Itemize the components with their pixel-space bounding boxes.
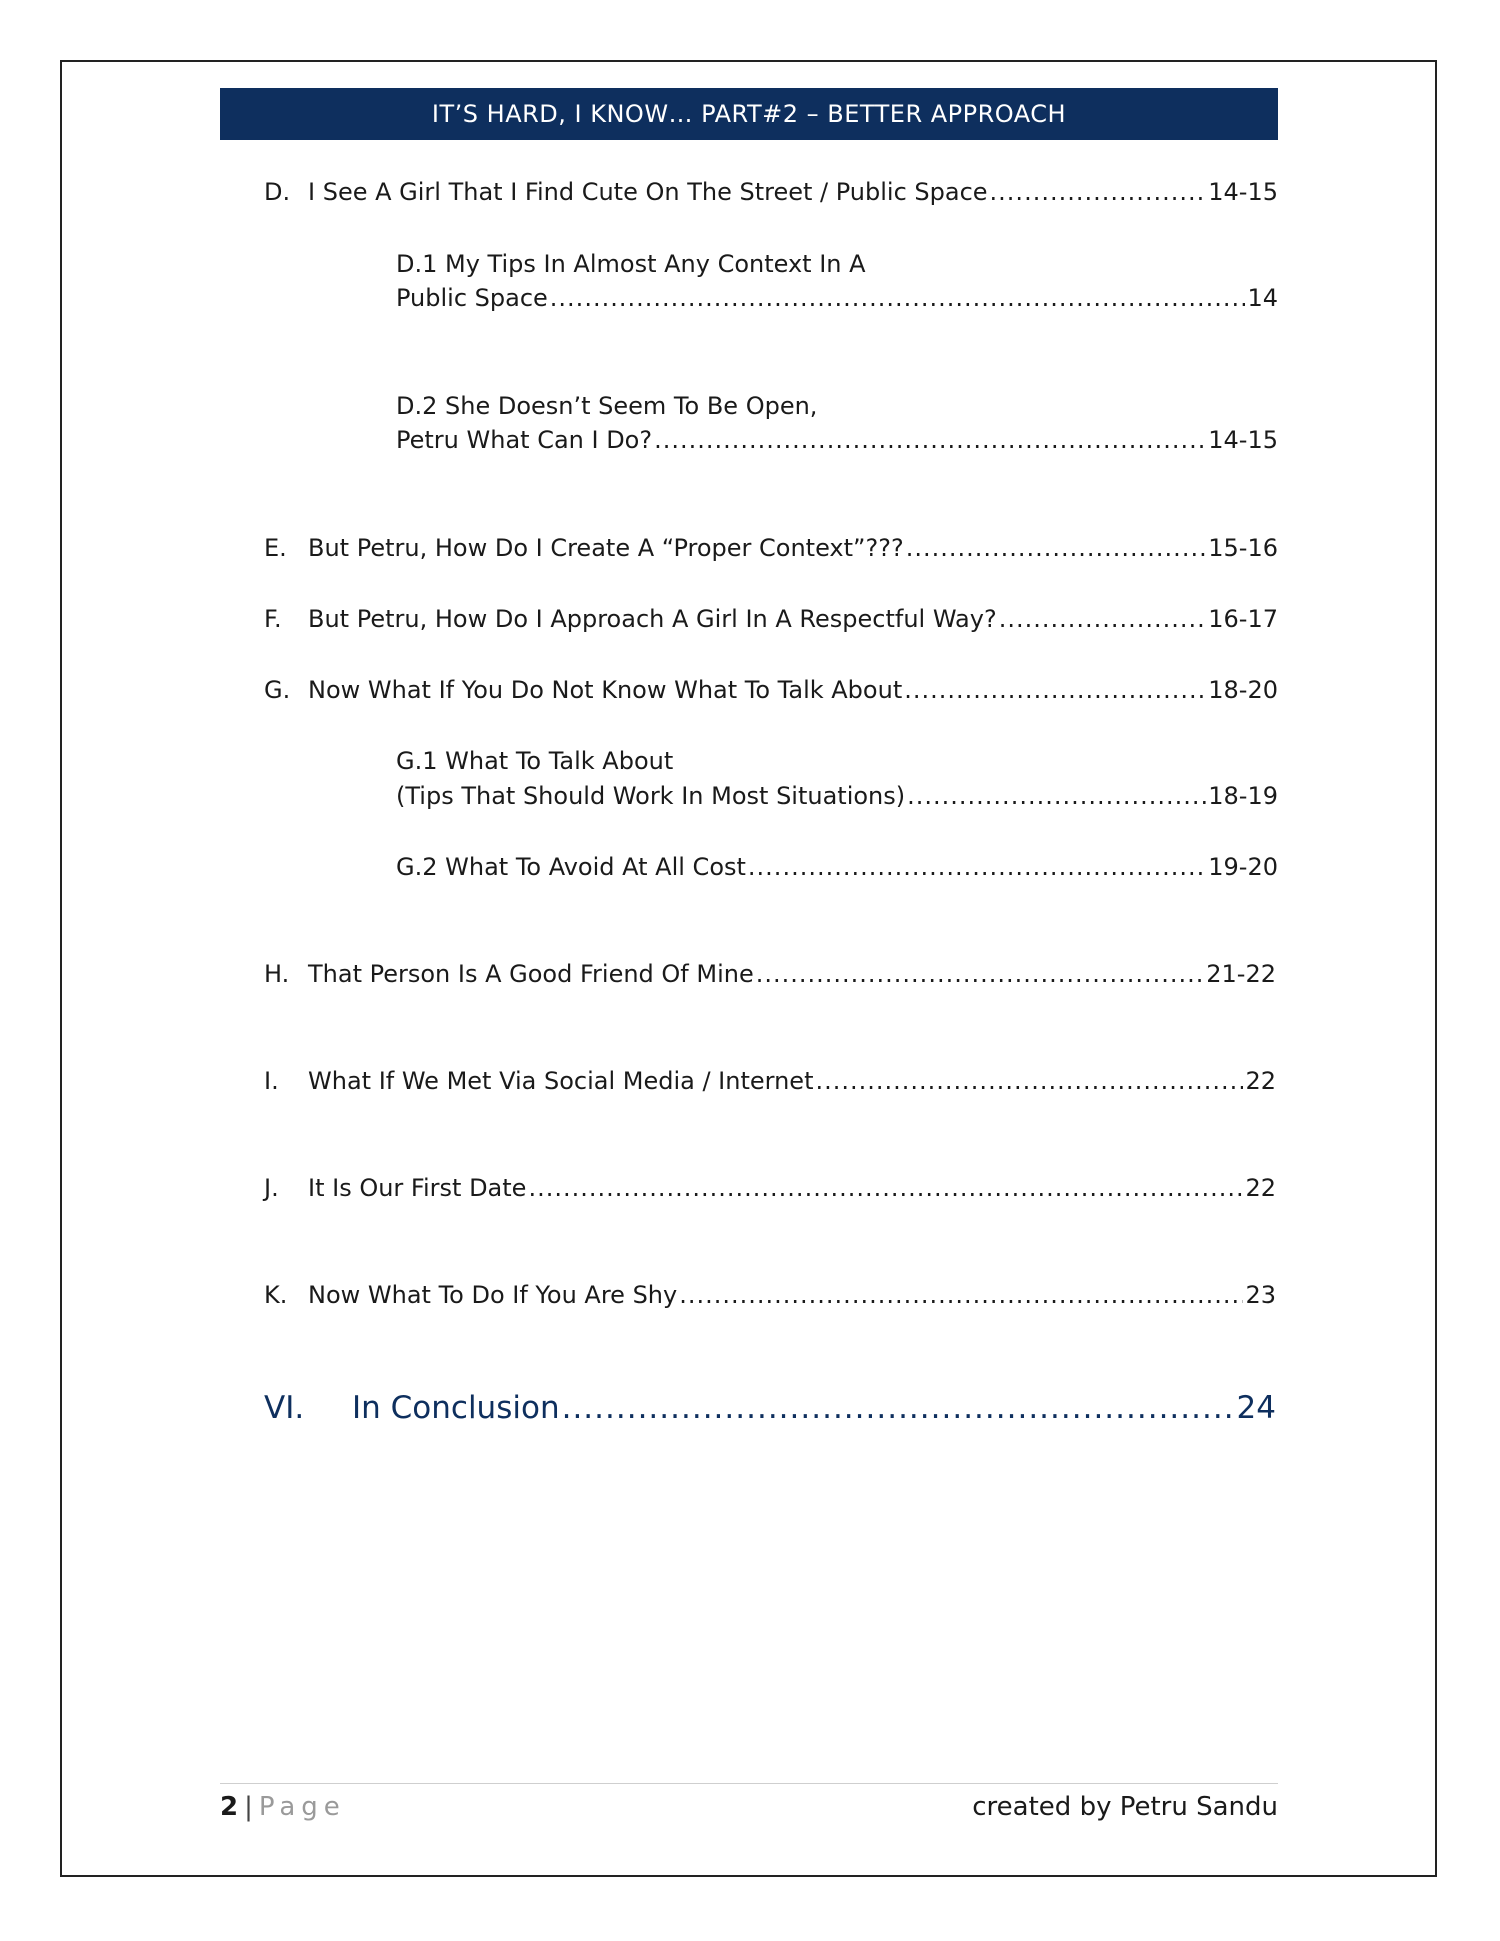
toc-letter: E.: [264, 534, 287, 562]
toc-letter: H.: [264, 960, 290, 988]
toc-entry-k[interactable]: [264, 1281, 1276, 1309]
toc-entry-d1-line1: D.1 My Tips In Almost Any Context In A: [396, 250, 866, 278]
toc-entry-i[interactable]: [264, 1067, 1276, 1095]
toc-page: 19-20: [1208, 853, 1278, 881]
toc-leader: [756, 960, 1205, 988]
toc-leader: [904, 676, 1206, 704]
toc-title: Petru What Can I Do?: [396, 426, 653, 454]
toc-title: In Conclusion: [352, 1390, 560, 1426]
toc-leader: [562, 1390, 1235, 1426]
toc-title: Now What If You Do Not Know What To Talk About: [308, 676, 903, 704]
toc-page: 21-22: [1206, 960, 1276, 988]
toc-entry-d2[interactable]: [396, 426, 1278, 454]
toc-leader: [550, 284, 1246, 312]
toc-title: That Person Is A Good Friend Of Mine: [308, 960, 754, 988]
toc-leader: [654, 426, 1206, 454]
toc-leader: [990, 178, 1207, 206]
toc-leader: [748, 853, 1206, 881]
toc-entry-g[interactable]: [264, 676, 1278, 704]
toc-letter: I.: [264, 1067, 279, 1095]
toc-entry-g2[interactable]: [396, 853, 1278, 881]
toc-page: 18-20: [1208, 676, 1278, 704]
toc-title: (Tips That Should Work In Most Situations): [396, 782, 906, 810]
toc-leader: [999, 605, 1207, 633]
toc-page: 24: [1236, 1390, 1276, 1426]
toc-entry-g1-line1: G.1 What To Talk About: [396, 747, 674, 775]
toc-title: It Is Our First Date: [308, 1174, 527, 1202]
toc-page: 14: [1247, 284, 1278, 312]
toc-page: 16-17: [1208, 605, 1278, 633]
toc-page: 14-15: [1208, 178, 1278, 206]
toc-page: 15-16: [1208, 534, 1278, 562]
toc-leader: [907, 782, 1206, 810]
toc-letter: VI.: [264, 1390, 305, 1426]
footer-credit: created by Petru Sandu: [972, 1792, 1278, 1822]
toc-letter: D.: [264, 178, 291, 206]
toc-entry-d2-line1: D.2 She Doesn’t Seem To Be Open,: [396, 392, 818, 420]
toc-leader: [906, 534, 1207, 562]
page-separator: |: [244, 1792, 253, 1822]
toc-title: What If We Met Via Social Media / Internet: [308, 1067, 814, 1095]
toc-title: Now What To Do If You Are Shy: [308, 1281, 678, 1309]
toc-entry-e[interactable]: [264, 534, 1278, 562]
toc-page: 22: [1245, 1174, 1276, 1202]
toc-entry-d1[interactable]: [396, 284, 1278, 312]
toc-entry-f[interactable]: [264, 605, 1278, 633]
toc-title: Public Space: [396, 284, 548, 312]
toc-title: I See A Girl That I Find Cute On The Street / Public Space: [308, 178, 988, 206]
toc-page: 18-19: [1208, 782, 1278, 810]
toc-title: But Petru, How Do I Create A “Proper Context”???: [308, 534, 904, 562]
toc-leader: [679, 1281, 1243, 1309]
toc-entry-g1[interactable]: [396, 782, 1278, 810]
toc-letter: J.: [264, 1174, 279, 1202]
toc-entry-j[interactable]: [264, 1174, 1276, 1202]
toc-letter: K.: [264, 1281, 288, 1309]
toc-page: 14-15: [1208, 426, 1278, 454]
toc-page: 22: [1245, 1067, 1276, 1095]
footer-page-indicator: [220, 1792, 346, 1822]
page-number: 2: [220, 1792, 239, 1822]
toc-entry-d[interactable]: [264, 178, 1278, 206]
toc-leader: [528, 1174, 1243, 1202]
page-header: [220, 88, 1278, 140]
footer-divider: [220, 1783, 1278, 1784]
toc-letter: G.: [264, 676, 291, 704]
header-title: IT’S HARD, I KNOW… PART#2 – BETTER APPROACH: [431, 100, 1067, 128]
toc-title: G.2 What To Avoid At All Cost: [396, 853, 746, 881]
toc-entry-h[interactable]: [264, 960, 1276, 988]
toc-entry-vi[interactable]: [264, 1390, 1276, 1426]
toc-page: 23: [1245, 1281, 1276, 1309]
toc-title: But Petru, How Do I Approach A Girl In A Respectful Way?: [308, 605, 997, 633]
toc-leader: [815, 1067, 1243, 1095]
page-word: Page: [258, 1792, 346, 1822]
toc-letter: F.: [264, 605, 282, 633]
